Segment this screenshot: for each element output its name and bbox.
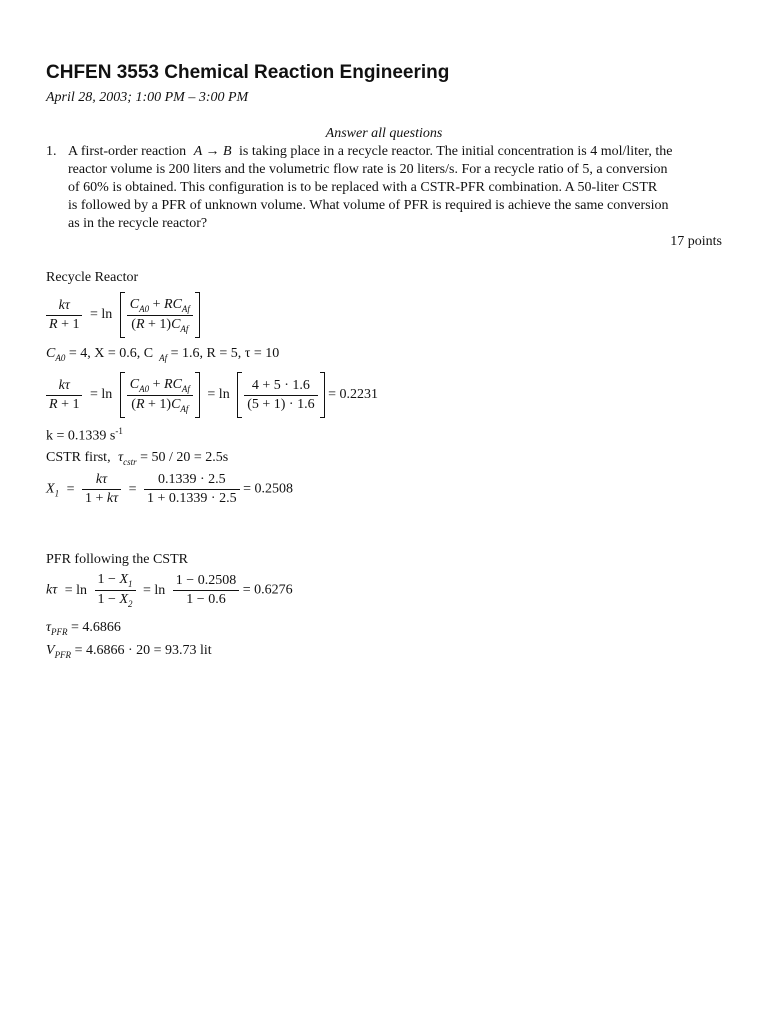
pfr-equation: kτ = ln $\frac{1 - X_1}{1 - X_2}$ = ln $\frac{1 - 0.2508}{1 - 0.6}$ = 0.6276 [46,572,293,609]
v-pfr: $V_{PFR} = 4.6866 \cdot 20 = 93.73$ lit [46,643,212,660]
question-line-1: A first-order reaction A → B is taking place in a recycle reactor. The initial concentration is 4 mol/liter, the [68,144,673,159]
question-line-4: is followed by a PFR of unknown volume. What volume of PFR is required is achieve the same conversion [68,198,669,213]
cstr-conversion-equation: $X_1$ = $\frac{k\tau}{1 + k\tau}$ = $\frac{0.1339 \cdot 2.5}{1 + 0.1339 \cdot 2.5}$ = 0.2508 [46,472,293,506]
instructions: Answer all questions [325,126,443,141]
course-title: CHFEN 3553 Chemical Reaction Engineering [46,62,450,83]
tau-pfr: $\tau_{PFR} = 4.6866$ [46,620,121,637]
k-value: k = 0.1339 $s^{-1}$ [46,426,123,444]
recycle-equation: $\frac{k\tau}{R + 1}$ = ln $\frac{C_{A0} + RC_{Af}}{(R + 1)C_{Af}}$ [46,292,200,338]
reaction-formula: A → B [193,144,232,159]
given-values: $C_{A0} = 4$, X = 0.6, C $_{Af}$ = 1.6, R = 5, τ = 10 [46,346,280,363]
recycle-heading: Recycle Reactor [46,270,139,285]
points-value: 17 points [670,234,722,249]
question-line-3: of 60% is obtained. This configuration is to be replaced with a CSTR-PFR combination. A 50-liter CSTR [68,180,658,195]
question-line-5: as in the recycle reactor? [68,216,208,231]
cstr-tau: CSTR first, $\tau_{cstr} = 50 / 20 = 2.5s$ [46,450,229,467]
exam-date: April 28, 2003; 1:00 PM – 3:00 PM [46,90,249,105]
question-line-2: reactor volume is 200 liters and the volumetric flow rate is 20 liters/s. For a recycle ratio of 5, a conversion [68,162,668,177]
recycle-numeric-equation: $\frac{k\tau}{R + 1}$ = ln $\frac{C_{A0} + RC_{Af}}{(R + 1)C_{Af}}$ = ln $\frac{4 + 5 \cdot 1.6}{(5 + 1) \cdot 1.6}$ = 0.2231 [46,372,378,418]
pfr-heading: PFR following the CSTR [46,552,188,567]
question-number: 1. [46,144,57,159]
